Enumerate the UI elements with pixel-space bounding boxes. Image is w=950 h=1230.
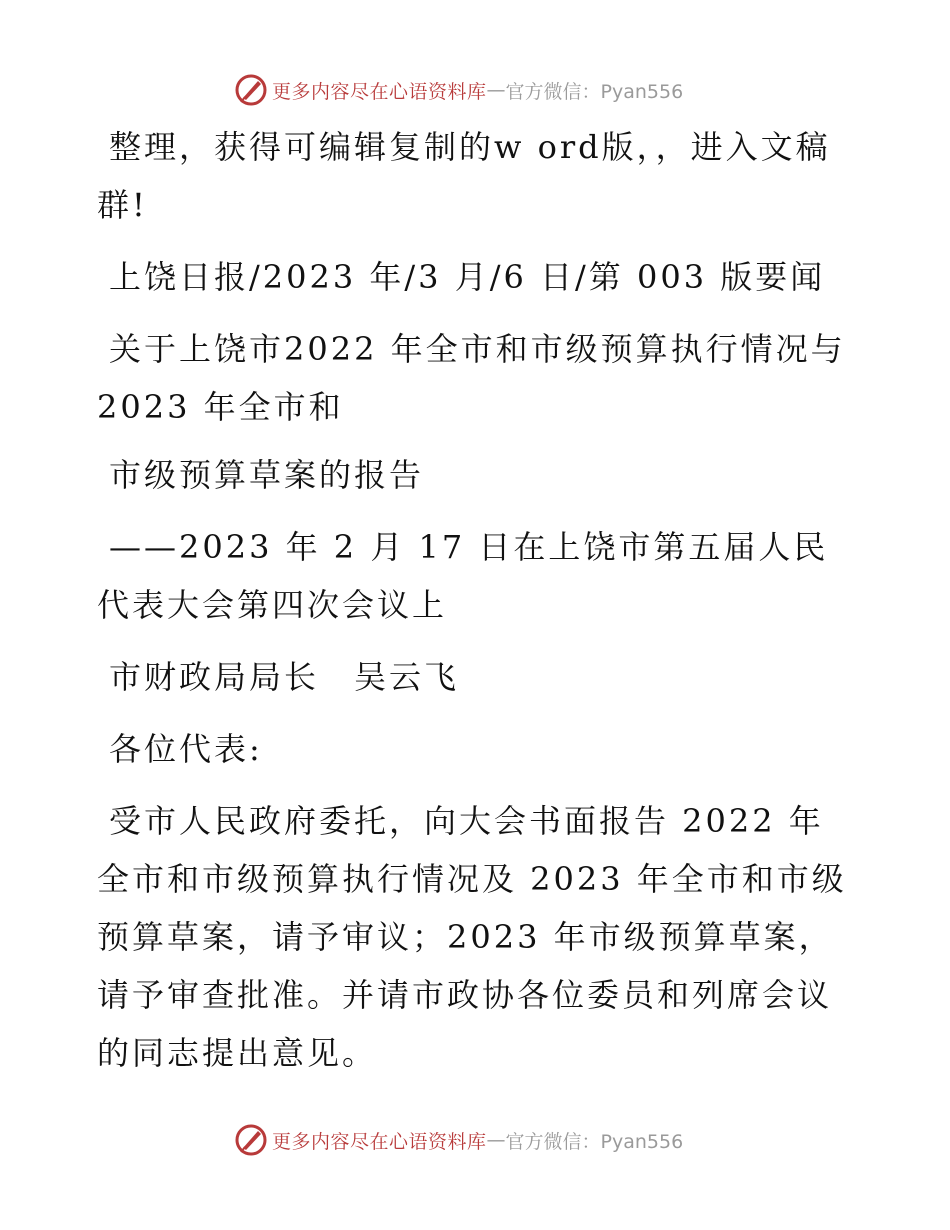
author-line: 市财政局局长 吴云飞 <box>109 658 460 696</box>
body-paragraph: 受市人民政府委托，向大会书面报告 2022 年全市和市级预算执行情况及 2023 年全市和市级预算草案，请予审议；2023 年市级预算草案，请予审查批准。并请市政协各位委员和列席会议的同志提出意见。 <box>97 802 847 1072</box>
document-body <box>97 118 857 1096</box>
salutation: 各位代表: <box>109 730 263 768</box>
quill-logo-icon <box>234 1123 268 1157</box>
source-line: 上饶日报/2023 年/3 月/6 日/第 003 版要闻 <box>109 258 826 296</box>
intro-paragraph: 整理，获得可编辑复制的w ord版，，进入文稿群! <box>97 128 831 224</box>
watermark-separator: — <box>486 79 506 101</box>
watermark-wechat-text: 官方微信：Pyan556 <box>505 1130 684 1153</box>
watermark-wechat-text: 官方微信：Pyan556 <box>505 80 684 103</box>
report-title-line2: 市级预算草案的报告 <box>109 456 425 494</box>
header-watermark <box>234 72 683 108</box>
watermark-site-text: 更多内容尽在心语资料库 <box>272 1130 487 1153</box>
footer-watermark <box>234 1122 683 1158</box>
report-title-line1: 关于上饶市2022 年全市和市级预算执行情况与2023 年全市和 <box>97 330 846 426</box>
watermark-separator: — <box>486 1129 506 1151</box>
watermark-site-text: 更多内容尽在心语资料库 <box>272 80 487 103</box>
quill-logo-icon <box>234 73 268 107</box>
meeting-subtitle: ——2023 年 2 月 17 日在上饶市第五届人民代表大会第四次会议上 <box>97 528 829 624</box>
